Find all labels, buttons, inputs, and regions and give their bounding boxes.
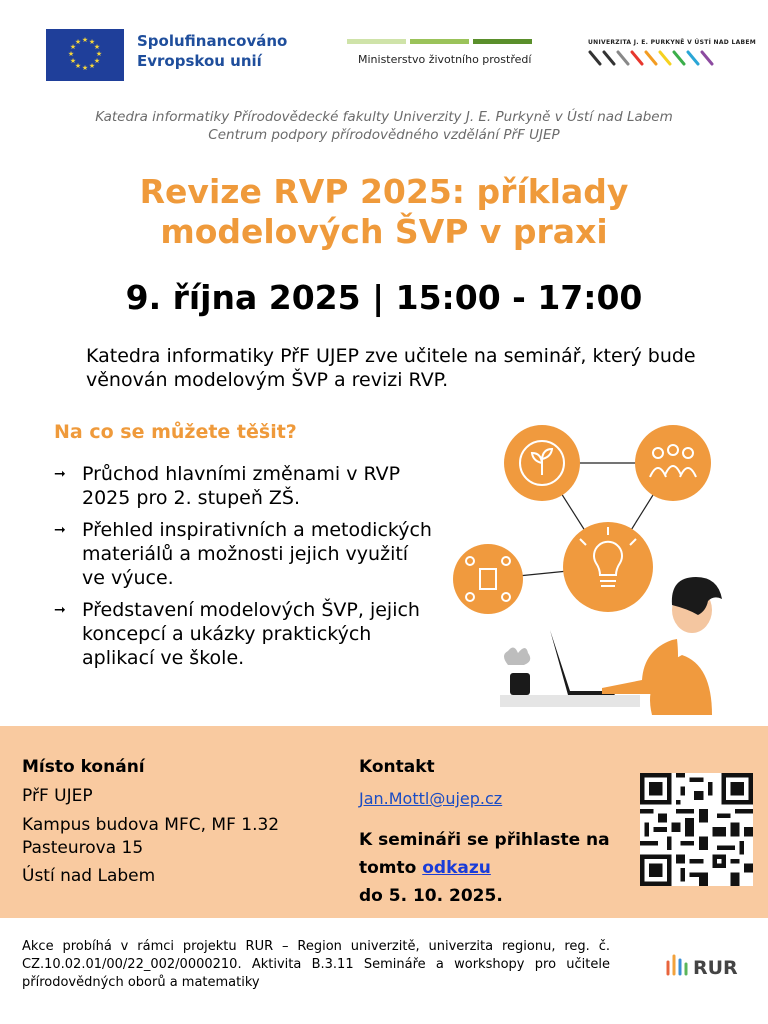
people-group-icon: [635, 425, 711, 501]
subheader-line1: Katedra informatiky Přírodovědecké fakulty Univerzity J. E. Purkyně v Ústí nad Labem: [95, 109, 673, 125]
svg-text:★: ★: [81, 36, 89, 44]
svg-text:★: ★: [67, 50, 75, 58]
registration-link[interactable]: odkazu: [422, 858, 491, 878]
ujep-logo-stripes: [588, 50, 718, 72]
contact-email-link[interactable]: Jan.Mottl@ujep.cz: [359, 789, 503, 808]
location-line: Ústí nad Labem: [22, 866, 156, 886]
eu-line2: Evropskou unií: [137, 52, 262, 70]
arrow-bullet-icon: ➞: [54, 522, 66, 538]
svg-text:★: ★: [93, 57, 101, 65]
svg-text:★: ★: [81, 64, 89, 72]
bullet-text: Průchod hlavními změnami v RVP 2025 pro 2. stupeň ZŠ.: [82, 463, 401, 509]
title-line1: Revize RVP 2025: příklady: [139, 172, 629, 211]
list-item: [54, 462, 434, 510]
rur-logo-text: RUR: [693, 957, 738, 979]
title-line2: modelových ŠVP v praxi: [160, 212, 608, 251]
svg-text:★: ★: [69, 43, 77, 51]
footer-project-note: Akce probíhá v rámci projektu RUR – Region univerzitě, univerzita regionu, reg. č. CZ.10.02.01/00/22_002/0000210. Aktivita B.3.11 Semináře a workshopy pro učitele přírodovědných oborů a matematiky: [22, 939, 610, 990]
event-date-time: 9. října 2025 | 15:00 - 17:00: [125, 278, 643, 317]
svg-text:★: ★: [88, 62, 96, 70]
bullet-text: Představení modelových ŠVP, jejich koncepcí a ukázky praktických aplikací ve škole.: [82, 599, 420, 669]
lightbulb-brain-icon: [563, 522, 653, 612]
building-network-icon: [453, 544, 523, 614]
svg-text:★: ★: [93, 43, 101, 51]
qr-code[interactable]: [640, 773, 753, 886]
register-prefix: K semináři se přihlaste na tomto: [359, 830, 610, 878]
subheader-line2: Centrum podpory přírodovědného vzdělání PřF UJEP: [208, 127, 560, 143]
ujep-logo-text: UNIVERZITA J. E. PURKYNĚ V ÚSTÍ NAD LABEM: [588, 39, 757, 46]
list-item: [54, 598, 434, 670]
expect-heading: Na co se můžete těšit?: [54, 421, 297, 443]
location-label: Místo konání: [22, 757, 145, 777]
eu-cofunding-text: [137, 31, 287, 71]
intro-text: Katedra informatiky PřF UJEP zve učitele na seminář, který bude věnován modelovým ŠVP a revizi RVP.: [86, 345, 696, 391]
benefits-list: [54, 462, 434, 678]
svg-text:★: ★: [95, 50, 103, 58]
register-deadline: do 5. 10. 2025.: [359, 886, 503, 906]
svg-text:★: ★: [74, 62, 82, 70]
eu-line1: Spolufinancováno: [137, 32, 288, 50]
arrow-bullet-icon: ➞: [54, 466, 66, 482]
registration-text: [359, 826, 639, 910]
contact-label: Kontakt: [359, 757, 435, 777]
ministry-name: Ministerstvo životního prostředí: [358, 53, 532, 66]
svg-text:★: ★: [69, 57, 77, 65]
eu-flag-logo: [46, 29, 124, 81]
list-item: [54, 518, 434, 590]
location-line: Kampus budova MFC, MF 1.32: [22, 815, 280, 835]
page-title: [0, 172, 768, 252]
arrow-bullet-icon: ➞: [54, 602, 66, 618]
location-line: PřF UJEP: [22, 786, 93, 806]
ministry-logo-bars: [347, 39, 532, 44]
illustration-network-person: [440, 415, 740, 719]
rur-logo: [665, 952, 747, 984]
location-line: Pasteurova 15: [22, 838, 144, 858]
organizer-subheader: [0, 108, 768, 144]
svg-text:★: ★: [88, 38, 96, 46]
svg-text:★: ★: [74, 38, 82, 46]
bullet-text: Přehled inspirativních a metodických materiálů a možnosti jejich využití ve výuce.: [82, 519, 432, 589]
